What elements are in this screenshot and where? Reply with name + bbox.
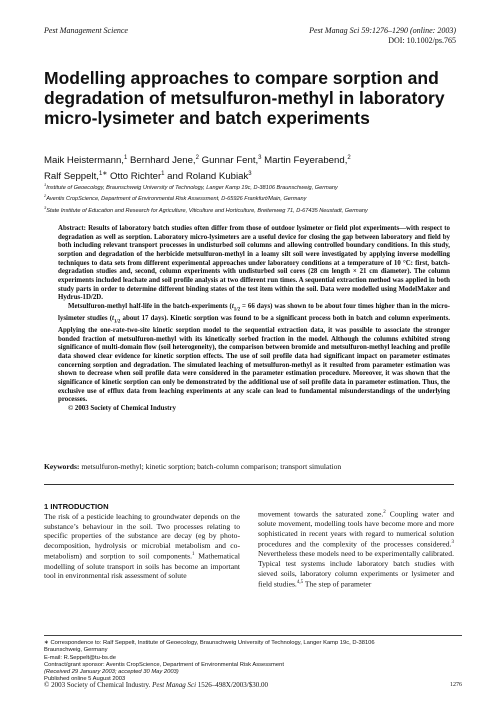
running-header bbox=[309, 26, 456, 46]
keywords-text: metsulfuron-methyl; kinetic sorption; batch-column comparison; transport simulation bbox=[79, 462, 342, 471]
author-list bbox=[44, 152, 464, 183]
author: Gunnar Fent,$^3$ bbox=[201, 155, 262, 167]
doi: DOI: 10.1002/ps.765 bbox=[388, 36, 456, 45]
body-paragraph: movement towards the saturated zone.$^2$ Coupling water and solute movement, modelling tools have become more and more sophisticated in recent years with regard to numerical solution procedures and the complexity of the processes considered.$^3$ Nevertheless these models need to be experimentally calibrated. Typical test systems include laboratory batch studies with sieved soils, laboratory column experiments or lysimeter and field studies.$^{4,5}$ The step of parameter bbox=[258, 509, 454, 589]
author: Bernhard Jene,$^2$ bbox=[130, 155, 199, 167]
citation: Pest Manag Sci 59:1276–1290 (online: 2003) bbox=[309, 26, 456, 35]
affiliation: $^1$Institute of Geoecology, Braunschweig University of Technology, Langer Kamp 19c, D-38106 Braunschweig, Germany bbox=[44, 182, 338, 191]
abstract-paragraph: Abstract: Results of laboratory batch studies often differ from those of outdoor lysimeter or field plot experiments—with respect to degradation as well as sorption. Laboratory micro-lysimeters are a useful device for closing the gap between laboratory and field by both including relevant transport processes in undisturbed soil columns and allowing controlled boundary conditions. In this study, sorption and degradation of the herbicide metsulfuron-methyl in a loamy silt soil were investigated by applying inverse modelling techniques to data sets from different experimental approaches under laboratory conditions at a temperature of 10 °C: first, batch-degradation studies and, second, column experiments with undisturbed soil cores (28 cm length × 21 cm diameter). The column experiments included leachate and soil profile analysis at two different run times. A sequential extraction method was applied in both study parts in order to determine different binding states of the test item within the soil. Data were modelled using ModelMaker and Hydrus-1D/2D. bbox=[58, 225, 450, 302]
footer-journal: Pest Manag Sci bbox=[150, 681, 198, 689]
received-date: (Received 29 January 2003; accepted 30 May 2003) bbox=[44, 669, 179, 676]
author: Roland Kubiak$^3$ bbox=[185, 170, 252, 182]
footnotes bbox=[44, 640, 462, 684]
keywords-label: Keywords: bbox=[44, 462, 80, 471]
page-footer bbox=[44, 681, 462, 690]
affiliations bbox=[44, 181, 464, 215]
divider bbox=[44, 484, 454, 485]
section-heading: 1 INTRODUCTION bbox=[44, 502, 109, 511]
abstract-paragraph: Metsulfuron-methyl half-life in the batch-experiments ($t_{1/2} = 66$ days) was shown to be about four times higher than in the micro-lysimeter studies ($t_{1/2}$ about 17 days). Kinetic sorption was found to be a significant process both in batch and column experiments. Applying the one-rate-two-site kinetic sorption model to the sequential extraction data, it was possible to associate the stronger bonded fraction of metsulfuron-methyl with its kinetically sorbed fraction in the model. Although the columns exhibited strong significance of multi-domain flow (soil heterogeneity), the comparison between bromide and metsulfuron-methyl leaching and profile data showed clear evidence for kinetic sorption effects. The use of soil profile data had significant impact on parameter estimates concerning sorption and degradation. The simulated leaching of metsulfuron-methyl as it resulted from parameter estimation was shown to decrease when soil profile data were considered in the parameter estimation procedure. Moreover, it was shown that the significance of kinetic sorption can only be demonstrated by the additional use of soil profile data in parameter estimation. Thus, the exclusive use of efflux data from leaching experiments at any scale can lead to fundamental misunderstandings of the underlying processes. bbox=[58, 302, 450, 404]
author: Ralf Seppelt,$^{1∗}$ bbox=[44, 170, 108, 182]
email: E-mail: R.Seppelt@tu-bs.de bbox=[44, 654, 116, 661]
journal-name: Pest Management Science bbox=[44, 26, 128, 35]
footnote-divider bbox=[44, 635, 462, 636]
grant-sponsor: Contract/grant sponsor: Aventis CropScience, Department of Environmental Risk Assessment bbox=[44, 661, 284, 668]
affiliation: $^2$Aventis CropScience, Department of Environmental Risk Assessment, D-65926 Frankfurt/Main, Germany bbox=[44, 193, 307, 203]
page-number: 1276 bbox=[450, 682, 462, 688]
abstract bbox=[58, 225, 450, 414]
author: Martin Feyerabend,$^2$ bbox=[264, 155, 351, 167]
author: Otto Richter$^1$ and bbox=[109, 170, 186, 182]
column-right bbox=[258, 508, 454, 589]
article-title: Modelling approaches to compare sorption and degradation of metsulfuron-methyl in laboratory micro-lysimeter and batch experiments bbox=[44, 68, 445, 128]
author: Maik Heistermann,$^1$ bbox=[44, 155, 128, 167]
body-paragraph: The risk of a pesticide leaching to groundwater depends on the substance’s behaviour in the soil. Two processes relating to specific properties of the substance are decay (eg by photo-decomposition, hydrolysis or microbial metabolism and co-metabolism) and sorption to soil components.$^1$ Mathematical modelling of solute transport in soils has become an important tool in environmental risk assessment of solute bbox=[44, 512, 240, 581]
footer-issn: 1526–498X/2003/$30.00 bbox=[197, 681, 268, 689]
abstract-copyright: © 2003 Society of Chemical Industry bbox=[68, 404, 176, 412]
affiliation: $^3$State Institute of Education and Research for Agriculture, Viticulture and Horticulture, Breitenweg 71, D-67435 Neustadt, Germany bbox=[44, 204, 368, 214]
correspondence-cont: Braunschweig, Germany bbox=[44, 647, 108, 654]
keywords bbox=[44, 462, 464, 472]
column-left bbox=[44, 502, 240, 581]
published-date: Published online 5 August 2003 bbox=[44, 676, 126, 683]
correspondence: ∗ Correspondence to: Ralf Seppelt, Institute of Geoecology, Braunschweig University of Technology, Langer Kamp 19c, D-38106 bbox=[44, 640, 375, 646]
footer-copyright: © 2003 Society of Chemical Industry. bbox=[44, 681, 151, 689]
